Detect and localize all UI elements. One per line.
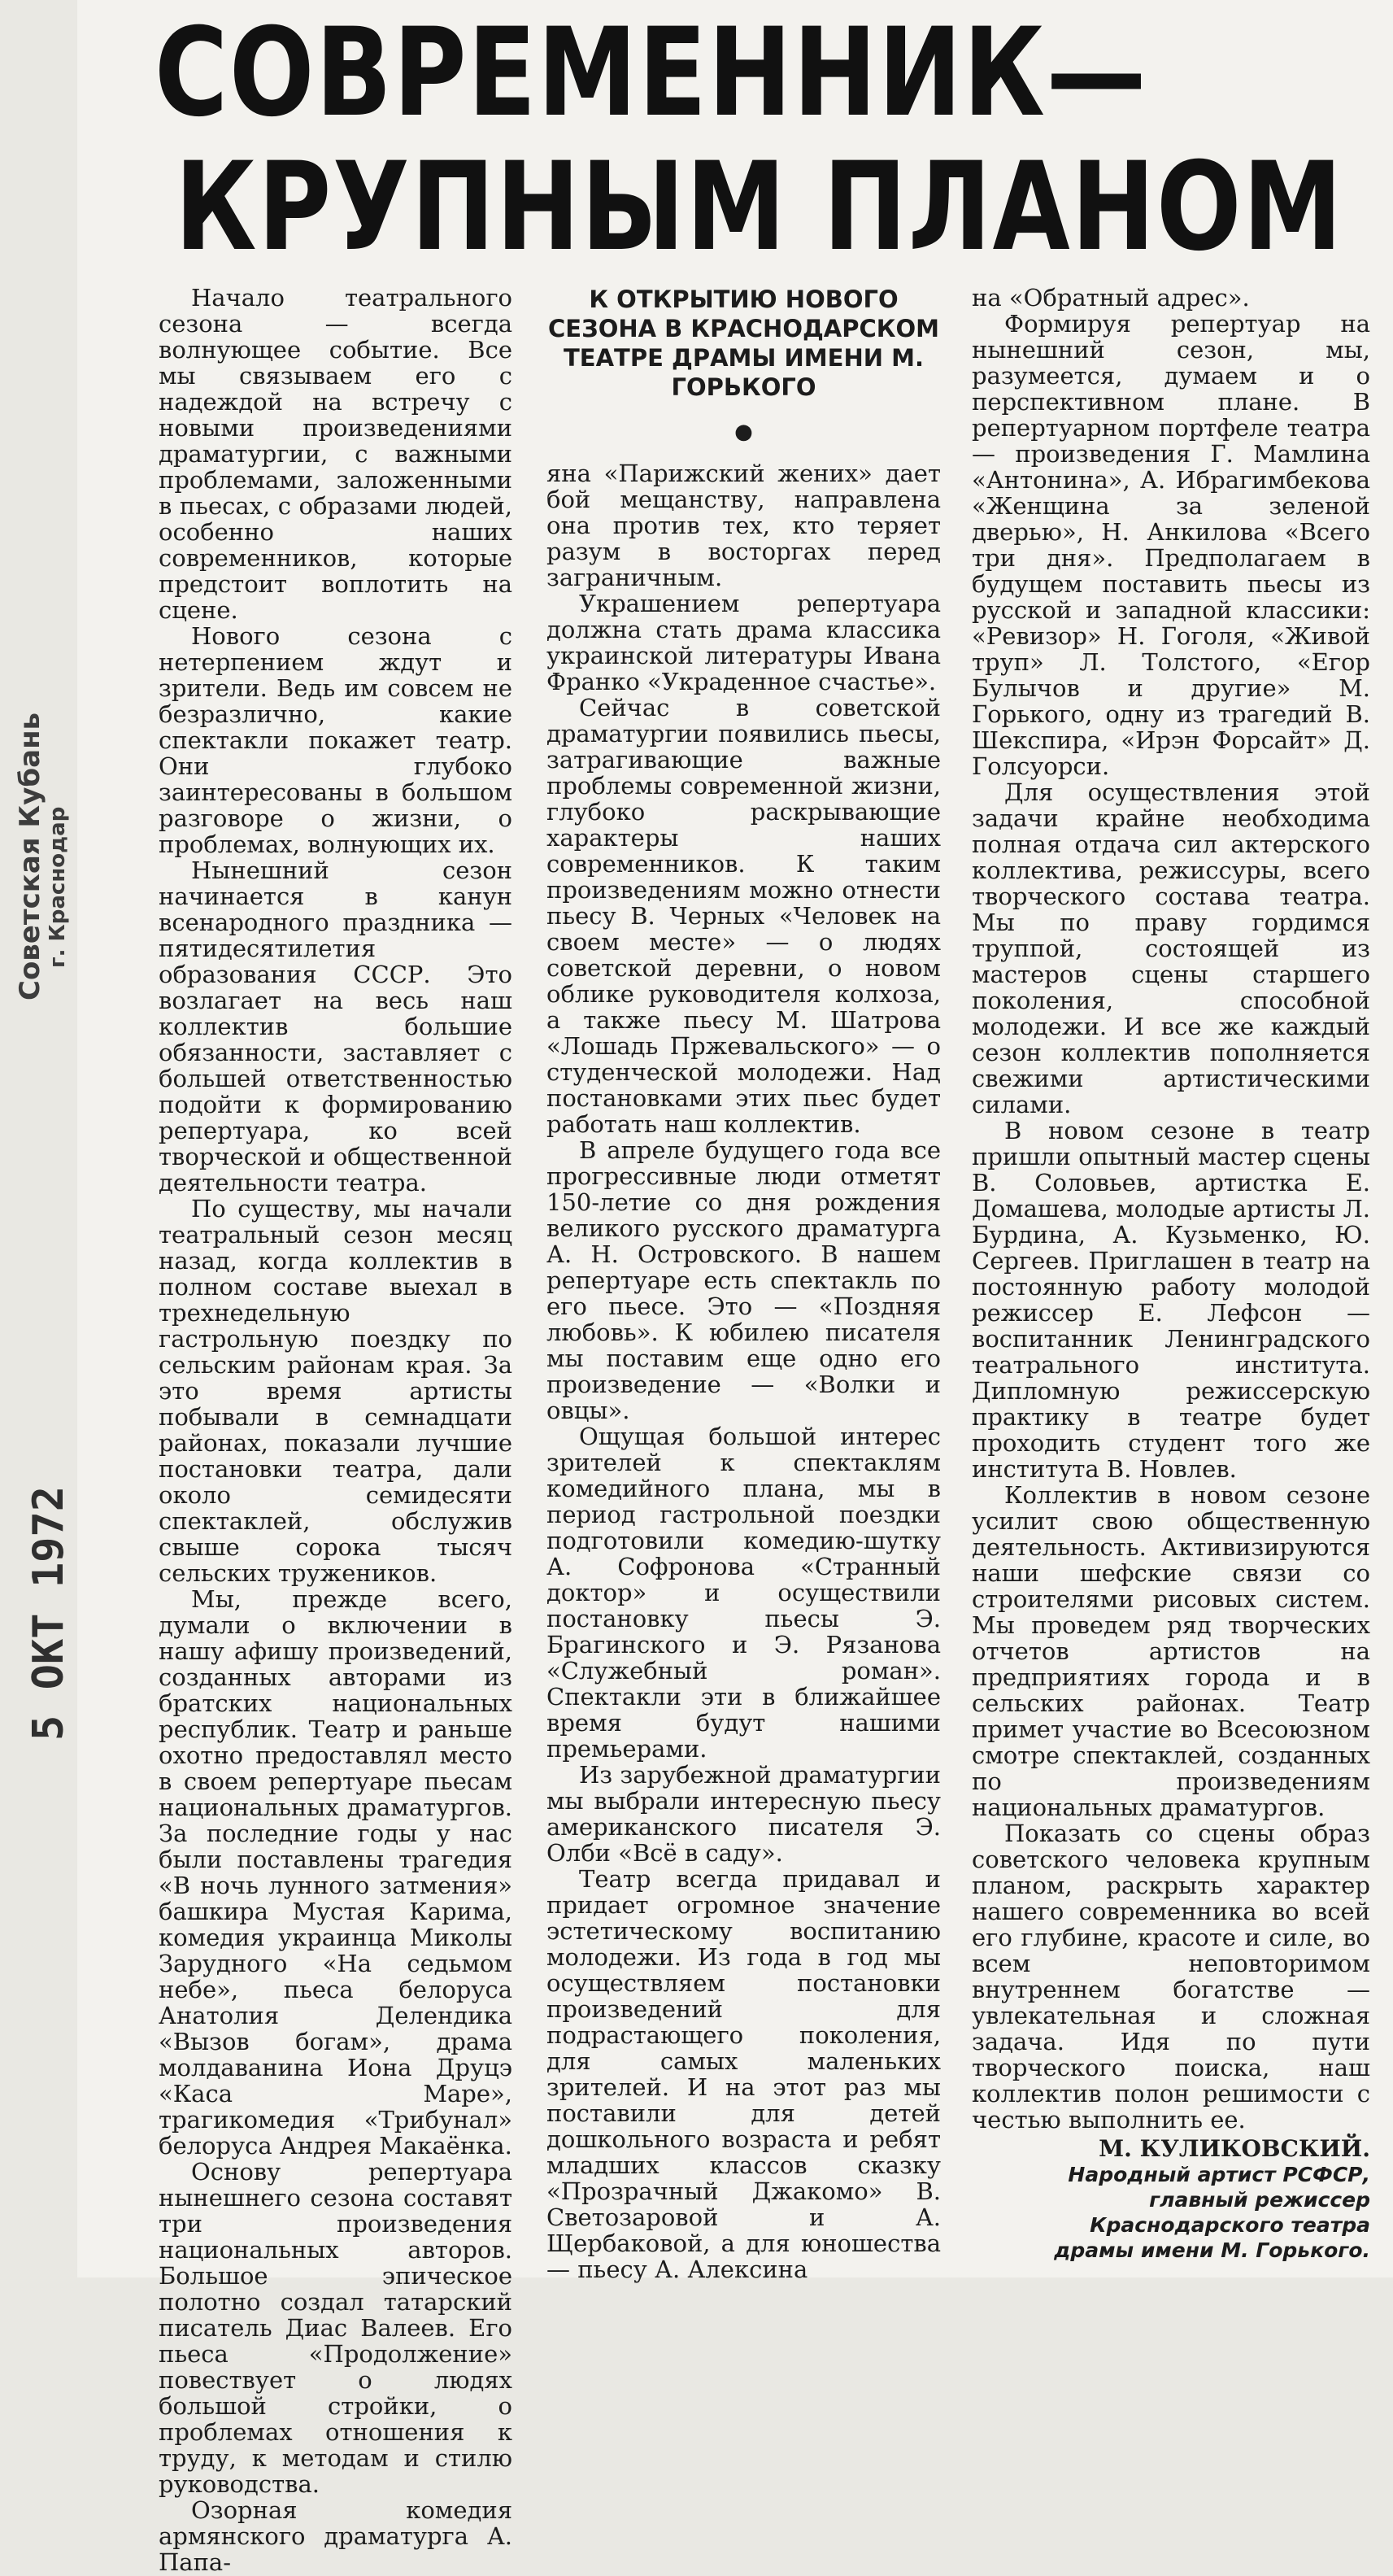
paragraph: Сейчас в советской драматургии появились пьесы, затрагивающие важные проблемы современной жизни, глубоко раскрывающие характеры наших современников. К таким произведениям можно отнести пьесу В. Черных «Человек на своем месте» — о людях советской деревни, о новом облике руководителя колхоза, а также пьесу М. Шатрова «Лошадь Пржевальского» — о студенческой молодежи. Над постановками этих пьес будет работать наш коллектив.: [546, 694, 941, 1138]
paragraph: Основу репертуара нынешнего сезона составят три произведения национальных авторов. Большое эпическое полотно создал татарский писатель Диас Валеев. Его пьеса «Продолжение» повествует о людях большой стройки, о проблемах отношения к труду, к методам и стилю руководства.: [159, 2158, 512, 2498]
paragraph: Озорная комедия армянского драматурга А. Папа-: [159, 2496, 512, 2576]
headline-line-1: СОВРЕМЕННИК—: [155, 2, 1148, 144]
paragraph: Формируя репертуар на нынешний сезон, мы, разумеется, думаем и о перспективном плане. В репертуарном портфеле театра — произведения Г. Мамлина «Антонина», А. Ибрагимбекова «Женщина за зеленой дверью», Н. Анкилова «Всего три дня». Предполагаем в будущем поставить пьесы из русской и западной классики: «Ревизор» Н. Гоголя, «Живой труп» Л. Толстого, «Егор Булычов и другие» М. Горького, одну из трагедий В. Шекспира, «Ирэн Форсайт» Д. Голсуорси.: [972, 310, 1370, 780]
source-stamp: [15, 713, 70, 1000]
paragraph: Нынешний сезон начинается в канун всенародного праздника — пятидесятилетия образования СССР. Это возлагает на весь наш коллектив большие обязанности, заставляет с большей ответственностью подойти к формированию репертуара, ко всей творческой и общественной деятельности театра.: [159, 856, 512, 1196]
paragraph: Из зарубежной драматургии мы выбрали интересную пьесу американского писателя Э. Олби «Всё в саду».: [546, 1761, 941, 1867]
paragraph: Нового сезона с нетерпением ждут и зрители. Ведь им совсем не безразлично, какие спектакли покажет театр. Они глубоко заинтересованы в большом разговоре о жизни, о проблемах, волнующих их.: [159, 622, 512, 858]
paragraph: В апреле будущего года все прогрессивные люди отметят 150-летие со дня рождения великого русского драматурга А. Н. Островского. В нашем репертуаре есть спектакль по его пьесе. Это — «Поздняя любовь». К юбилею писателя мы поставим еще одно его произведение — «Волки и овцы».: [546, 1136, 941, 1424]
article-column-3: [972, 284, 1370, 2262]
paragraph: Коллектив в новом сезоне усилит свою общественную деятельность. Активизируются наши шефские связи со строителями рисовых систем. Мы проведем ряд творческих отчетов артистов на предприятиях города и в сельских районах. Театр примет участие во Всесоюзном смотре спектаклей, созданных по произведениям национальных драматургов.: [972, 1481, 1370, 1821]
headline-line-2: КРУПНЫМ ПЛАНОМ: [175, 137, 1344, 278]
article-column-2: [546, 285, 941, 2283]
paragraph: на «Обратный адрес».: [972, 284, 1250, 312]
paragraph: Для осуществления этой задачи крайне необходима полная отдача сил актерского коллектива, режиссуры, всего творческого состава театра. Мы по праву гордимся труппой, состоящей из мастеров сцены старшего поколения, способной молодежи. И все же каждый сезон коллектив пополняется свежими артистическими силами.: [972, 778, 1370, 1118]
paragraph: Украшением репертуара должна стать драма классика украинской литературы Ивана Франко «Украденное счастье».: [546, 590, 941, 695]
rubric: К ОТКРЫТИЮ НОВОГО СЕЗОНА В КРАСНОДАРСКОМ ТЕАТРЕ ДРАМЫ ИМЕНИ М. ГОРЬКОГО: [548, 285, 939, 401]
date-stamp: 5 ОКТ 1972: [24, 1485, 73, 1741]
author-name: М. КУЛИКОВСКИЙ.: [1099, 2135, 1370, 2162]
bullet-ornament: ●: [734, 420, 753, 444]
stamp-source: Советская Кубань: [14, 712, 46, 1000]
paragraph: Начало театрального сезона — всегда волнующее событие. Все мы связываем его с надеждой на встречу с новыми произведениями драматургии, с важными проблемами, заложенными в пьесах, с образами людей, особенно наших современников, которые предстоит воплотить на сцене.: [159, 284, 512, 624]
article-column-1: [159, 284, 512, 2576]
paragraph: По существу, мы начали театральный сезон месяц назад, когда коллектив в полном составе выехал в трехнедельную гастрольную поездку по сельским районам края. За это время артисты побывали в семнадцати районах, показали лучшие постановки театра, дали около семидесяти спектаклей, обслужив свыше сорока тысяч сельских тружеников.: [159, 1195, 512, 1587]
paragraph: Мы, прежде всего, думали о включении в нашу афишу произведений, созданных авторами из братских национальных республик. Театр и раньше охотно предоставлял место в своем репертуаре пьесам национальных драматургов. За последние годы у нас были поставлены трагедия «В ночь лунного затмения» башкира Мустая Карима, комедия украинца Миколы Зарудного «На седьмом небе», пьеса белоруса Анатолия Делендика «Вызов богам», драма молдаванина Иона Друцэ «Каса Маре», трагикомедия «Трибунал» белоруса Андрея Макаёнка.: [159, 1585, 512, 2160]
author-title: Народный артист РСФСР, главный режиссер Краснодарского театра драмы имени М. Горького.: [1054, 2163, 1370, 2262]
paragraph: Ощущая большой интерес зрителей к спектаклям комедийного плана, мы в период гастрольной поездки подготовили комедию-шутку А. Софронова «Странный доктор» и осуществили постановку пьесы Э. Брагинского и Э. Рязанова «Служебный роман». Спектакли эти в ближайшее время будут нашими премьерами.: [546, 1423, 941, 1763]
paragraph: В новом сезоне в театр пришли опытный мастер сцены В. Соловьев, артистка Е. Домашева, молодые артисты Л. Бурдина, А. Кузьменко, Ю. Сергеев. Приглашен в театр на постоянную работу молодой режиссер Е. Лефсон — воспитанник Ленинградского театрального института. Дипломную режиссерскую практику в театре будет проходить студент того же института В. Новлев.: [972, 1117, 1370, 1483]
paragraph: Театр всегда придавал и придает огромное значение эстетическому воспитанию молодежи. Из года в год мы осуществляем постановки произведений для подрастающего поколения, для самых маленьких зрителей. И на этот раз мы поставили для детей дошкольного возраста и ребят младших классов сказку «Прозрачный Джакомо» В. Светозаровой и А. Щербаковой, а для юношества — пьесу А. Алексина: [546, 1865, 941, 2283]
paragraph: Показать со сцены образ советского человека крупным планом, раскрыть характер нашего современника во всей его глубине, красоте и силе, во всем неповторимом внутреннем богатстве — увлекательная и сложная задача. Идя по пути творческого поиска, наш коллектив полон решимости с честью выполнить ее.: [972, 1820, 1370, 2134]
paragraph: яна «Парижский жених» дает бой мещанству, направлена она против тех, кто теряет разум в восторгах перед заграничным.: [546, 460, 941, 591]
stamp-city: г. Краснодар: [46, 806, 70, 968]
